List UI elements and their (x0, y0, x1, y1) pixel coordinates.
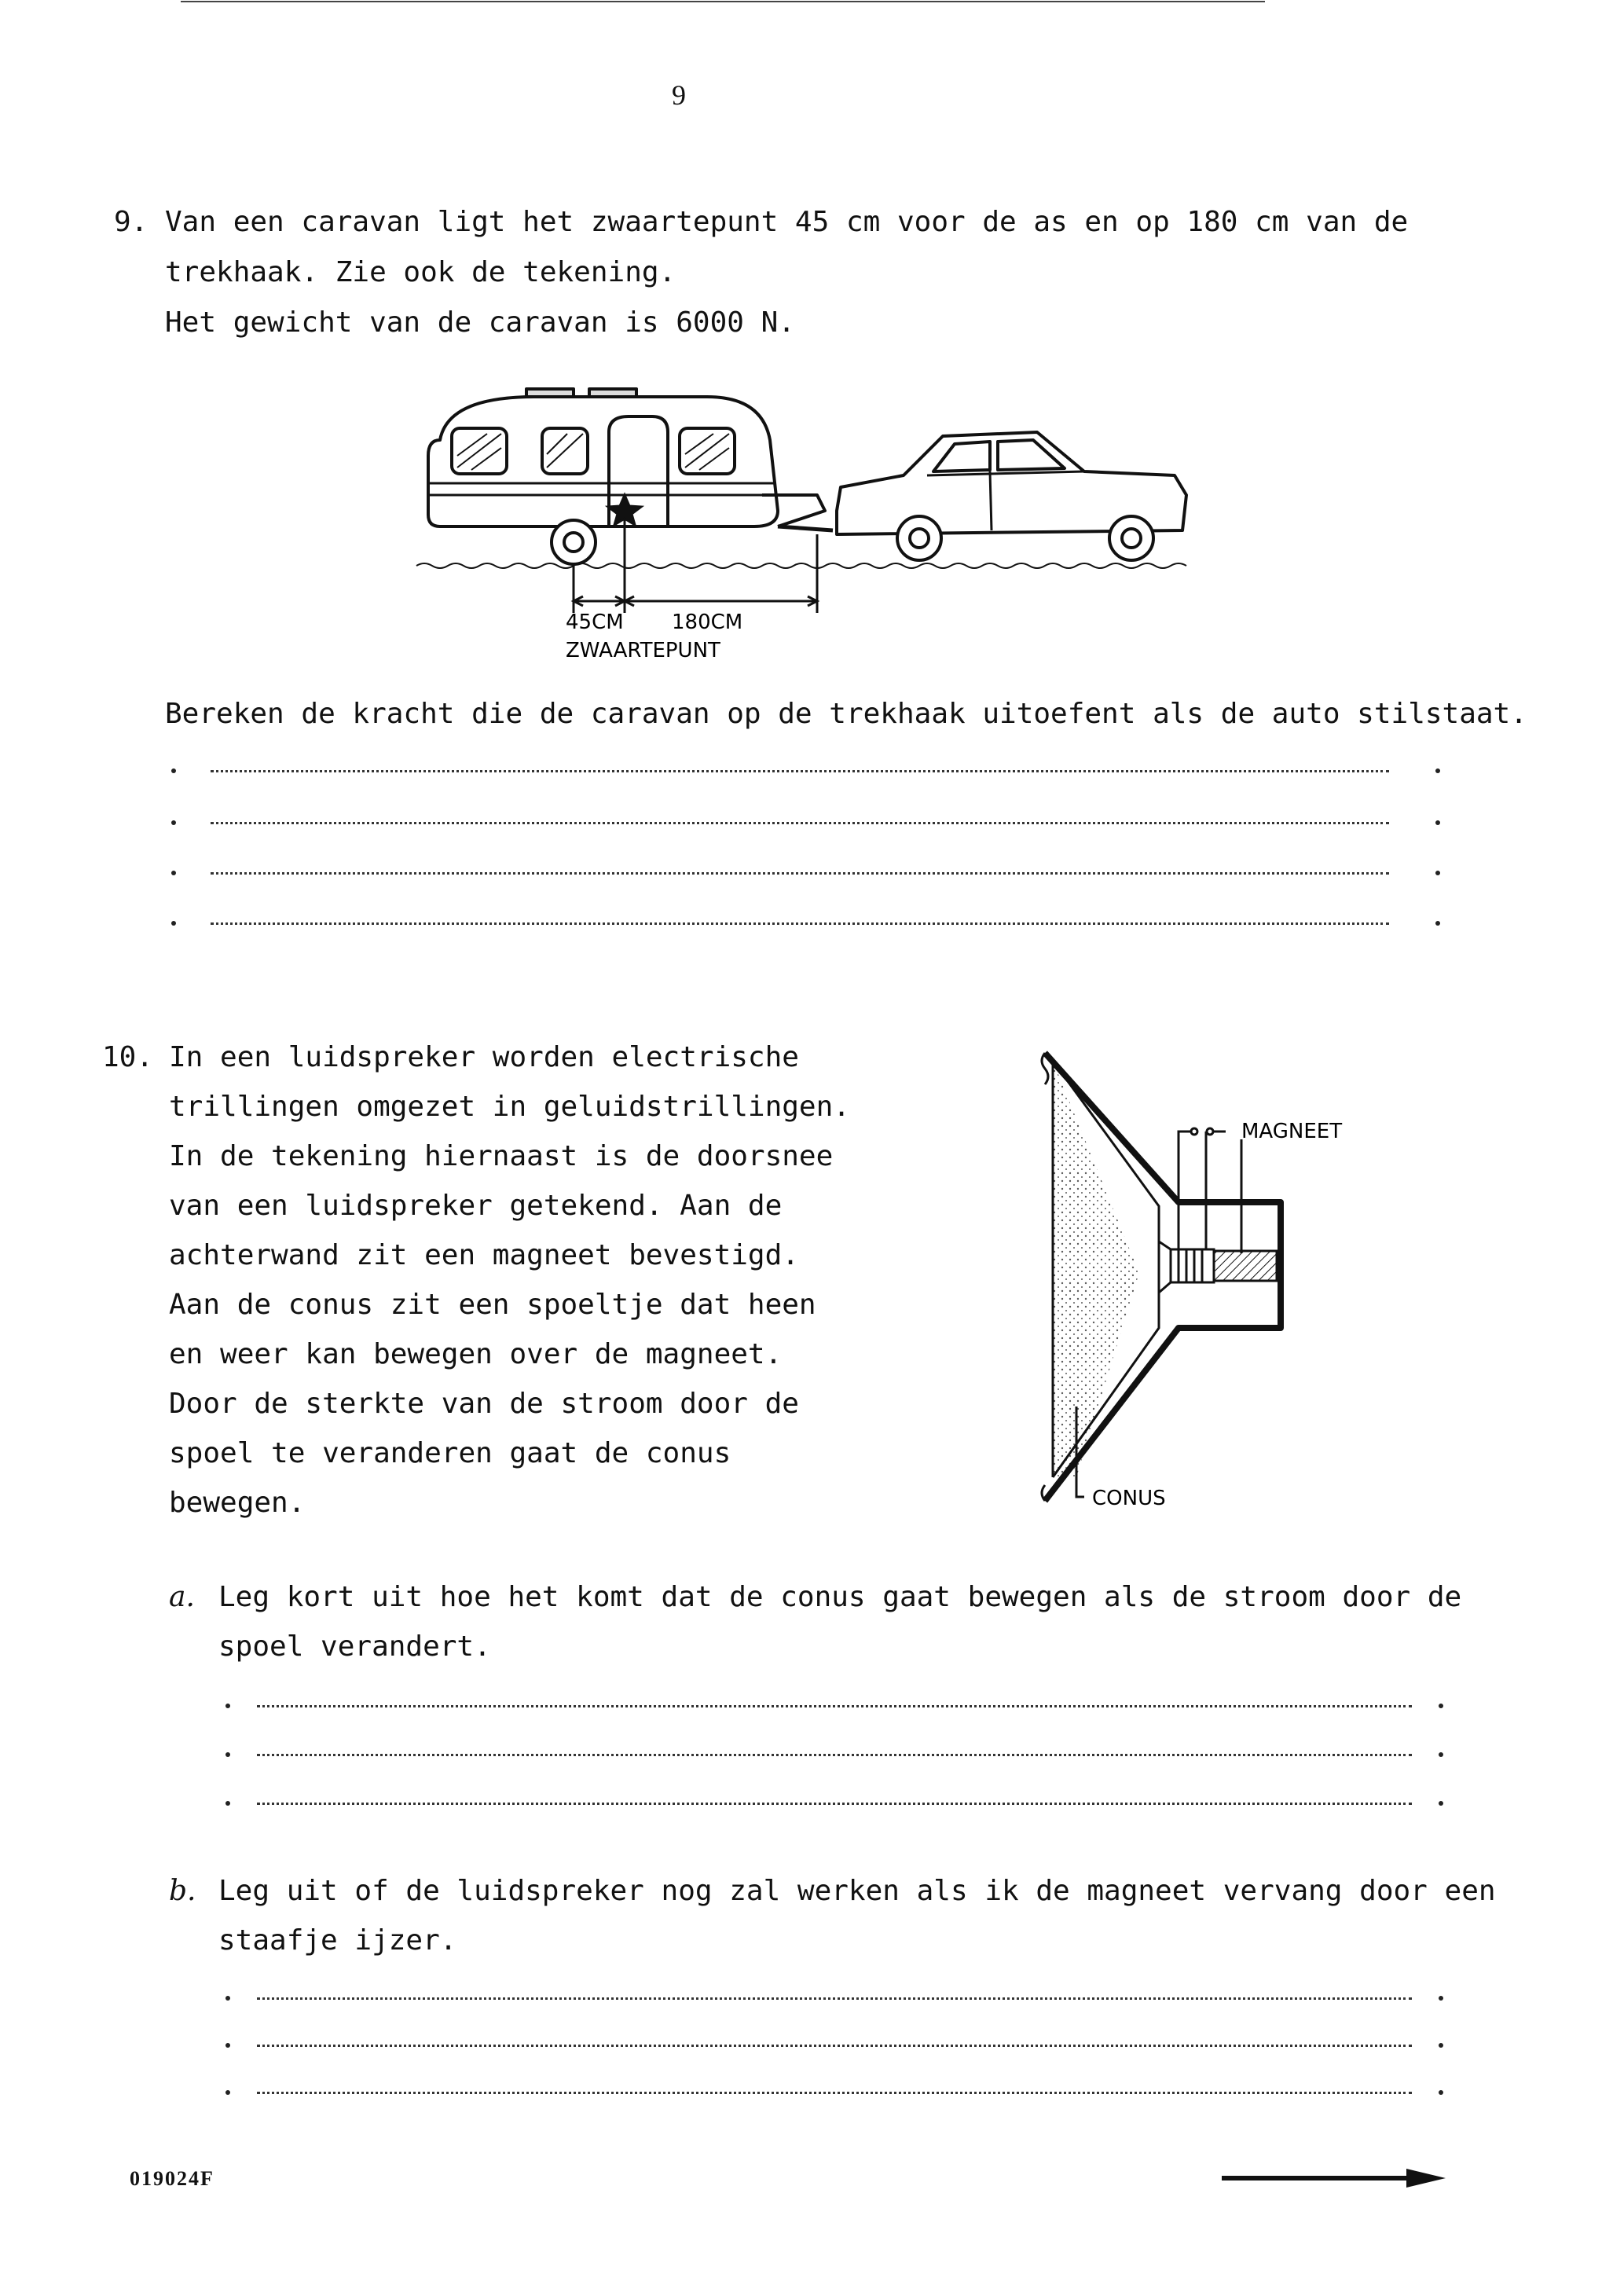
question-text-line: bewegen. (169, 1487, 306, 1519)
question-text-line: In de tekening hiernaast is de doorsnee (169, 1140, 834, 1172)
subquestion-text-line: spoel verandert. (218, 1630, 491, 1663)
question-text-line: spoel te veranderen gaat de conus (169, 1437, 731, 1469)
question-text-line: van een luidspreker getekend. Aan de (169, 1190, 783, 1222)
caravan-figure (409, 377, 1210, 676)
document-code: 019024F (130, 2167, 214, 2190)
top-rule (181, 1, 1265, 2)
dimension-label-45: 45CM (566, 611, 624, 634)
dimension-label-180: 180CM (672, 611, 743, 634)
question-text-line: trekhaak. Zie ook de tekening. (165, 256, 676, 288)
page-number: 9 (672, 79, 686, 111)
magnet-label: MAGNEET (1241, 1120, 1343, 1143)
question-text-line: trillingen omgezet in geluidstrillingen. (169, 1091, 850, 1123)
answer-line[interactable] (171, 921, 1440, 929)
cone-label: CONUS (1092, 1487, 1166, 1510)
subquestion-letter: a. (169, 1581, 195, 1613)
centre-of-gravity-label: ZWAARTEPUNT (566, 639, 720, 662)
question-text-line: achterwand zit een magneet bevestigd. (169, 1239, 799, 1271)
right-arrow-icon (1222, 2162, 1450, 2194)
answer-line[interactable] (171, 768, 1440, 776)
answer-line[interactable] (225, 2043, 1443, 2051)
question-number: 9. (114, 206, 148, 238)
answer-line[interactable] (225, 1996, 1443, 2004)
question-text-line: Door de sterkte van de stroom door de (169, 1388, 799, 1420)
subquestion-text-line: Leg uit of de luidspreker nog zal werken als ik de magneet vervang door een (218, 1875, 1496, 1907)
answer-line[interactable] (225, 1801, 1443, 1809)
question-prompt: Bereken de kracht die de caravan op de trekhaak uitoefent als de auto stilstaat. (165, 698, 1527, 730)
answer-line[interactable] (171, 820, 1440, 828)
question-text-line: Aan de conus zit een spoeltje dat heen (169, 1289, 816, 1321)
answer-line[interactable] (225, 1752, 1443, 1760)
question-text-line: Het gewicht van de caravan is 6000 N. (165, 306, 795, 339)
subquestion-letter: b. (169, 1875, 196, 1907)
question-text-line: In een luidspreker worden electrische (169, 1041, 799, 1073)
answer-line[interactable] (171, 871, 1440, 878)
answer-line[interactable] (225, 1704, 1443, 1711)
question-text-line: en weer kan bewegen over de magneet. (169, 1338, 783, 1370)
loudspeaker-figure (1021, 1037, 1383, 1524)
subquestion-text-line: staafje ijzer. (218, 1924, 457, 1957)
question-text-line: Van een caravan ligt het zwaartepunt 45 cm voor de as en op 180 cm van de (165, 206, 1409, 238)
answer-line[interactable] (225, 2090, 1443, 2098)
question-number: 10. (102, 1041, 154, 1073)
subquestion-text-line: Leg kort uit hoe het komt dat de conus gaat bewegen als de stroom door de (218, 1581, 1462, 1613)
